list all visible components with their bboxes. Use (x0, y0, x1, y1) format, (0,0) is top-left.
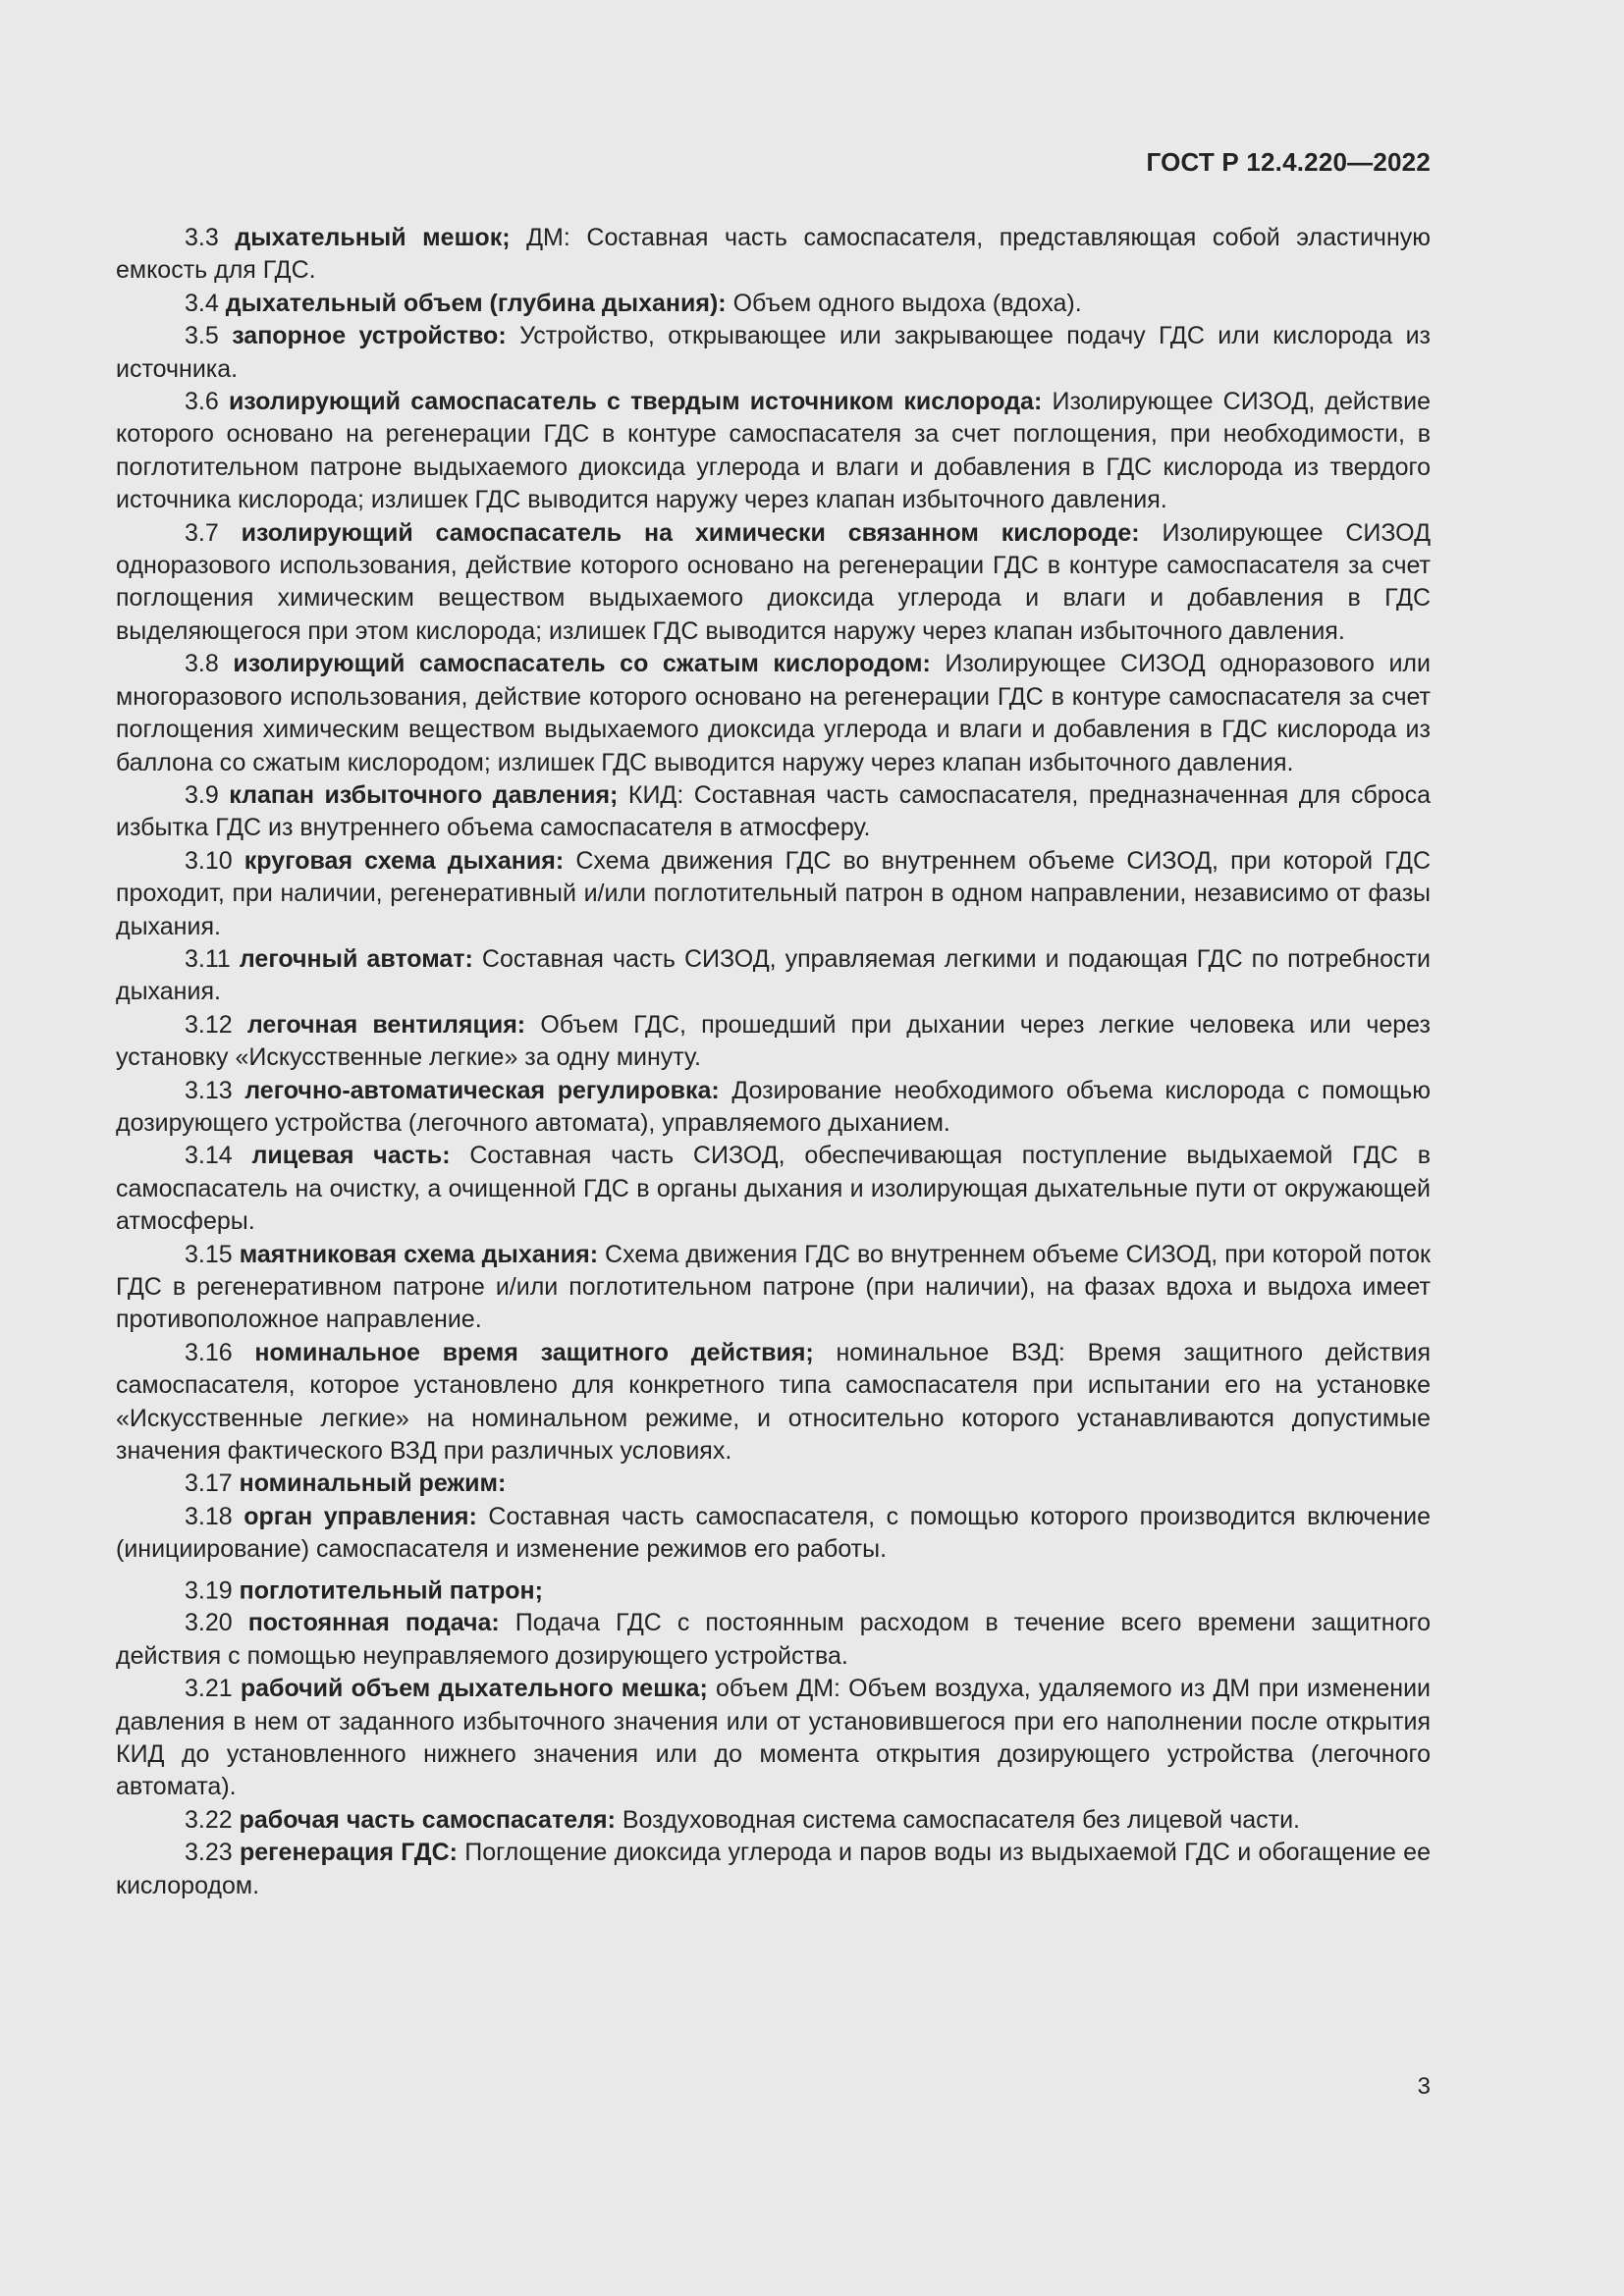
term-name: постоянная подача: (247, 1609, 500, 1637)
term-definition: Изолирующее СИЗОД одноразового использования, действие которого основано на регенерации ГДС в контуре самоспасателя за счет поглощения химическим веществом выдыхаемого диоксида углерода и влаги и добавления в ГДС выделяющегося при этом кислорода; излишек ГДС выводится наружу через клапан избыточного давления. (116, 518, 1431, 645)
term-definition: Изолирующее СИЗОД одноразового или многоразового использования, действие которого основано на регенерации ГДС в контуре самоспасателя за счет поглощения химическим веществом выдыхаемого диоксида углерода и влаги и добавления в ГДС кислорода из баллона со сжатым кислородом; излишек ГДС выводится наружу через клапан избыточного давления. (116, 650, 1431, 776)
term-definition: Составная часть СИЗОД, управляемая легкими и подающая ГДС по потребности дыхания. (116, 944, 1431, 1006)
document-header: ГОСТ Р 12.4.220—2022 (1146, 147, 1431, 177)
term-definition: Воздуховодная система самоспасателя без лицевой части. (622, 1805, 1300, 1834)
term-number: 3.8 (185, 650, 219, 678)
term-name: поглотительный патрон; (239, 1575, 543, 1604)
term-name: легочная вентиляция: (246, 1010, 526, 1039)
term-number: 3.4 (185, 289, 219, 317)
term-definition: Составная часть СИЗОД, обеспечивающая поступление выдыхаемой ГДС в самоспасатель на очистку, а очищенной ГДС в органы дыхания и изолирующая дыхательные пути от окружающей атмосферы. (116, 1142, 1431, 1236)
term-entry (116, 943, 1431, 1009)
term-number: 3.23 (185, 1839, 233, 1867)
term-entry (116, 845, 1431, 943)
term-number: 3.22 (185, 1805, 233, 1834)
term-entry (116, 1239, 1431, 1337)
term-entry (116, 222, 1431, 288)
term-definition: Объем ГДС, прошедший при дыхании через легкие человека или через установку «Искусственные легкие» за одну минуту. (116, 1010, 1431, 1072)
term-entry (116, 517, 1431, 649)
term-number: 3.10 (185, 846, 233, 875)
term-definition: объем ДМ: Объем воздуха, удаляемого из ДМ при изменении давления в нем от заданного избыточного значения или от установившегося при его наполнении после открытия КИД до установленного нижнего значения или до момента открытия дозирующего устройства (легочного автомата). (116, 1675, 1432, 1801)
term-name: изолирующий самоспасатель на химически связанном кислороде: (241, 518, 1140, 547)
page-number: 3 (1417, 2073, 1431, 2100)
term-name: лицевая часть: (251, 1142, 451, 1170)
term-number: 3.17 (185, 1469, 233, 1498)
term-number: 3.12 (185, 1010, 233, 1039)
term-entry (116, 288, 1431, 320)
term-number: 3.11 (185, 944, 231, 973)
term-number: 3.16 (185, 1338, 233, 1366)
term-definition: Поглощение диоксида углерода и паров воды из выдыхаемой ГДС и обогащение ее кислородом. (116, 1839, 1431, 1899)
term-entry (116, 1337, 1431, 1468)
term-name: изолирующий самоспасатель со сжатым кислородом: (233, 650, 931, 678)
term-name: легочный автомат: (239, 944, 473, 973)
term-definition: Схема движения ГДС во внутреннем объеме СИЗОД, при которой поток ГДС в регенеративном патроне и/или поглотительном патроне (при наличии), на фазах вдоха и выдоха имеет противоположное направление. (116, 1240, 1431, 1334)
term-definition: Схема движения ГДС во внутреннем объеме СИЗОД, при которой ГДС проходит, при наличии, регенеративный и/или поглотительный патрон в одном направлении, независимо от фазы дыхания. (116, 846, 1431, 940)
term-name: регенерация ГДС: (239, 1839, 458, 1867)
term-entry (116, 1607, 1431, 1673)
term-entry (116, 320, 1431, 386)
term-number: 3.14 (185, 1142, 233, 1170)
term-name: круговая схема дыхания: (244, 846, 565, 875)
term-name: дыхательный мешок; (235, 224, 511, 251)
term-definition: КИД: Составная часть самоспасателя, предназначенная для сброса избытка ГДС из внутреннего объема самоспасателя в атмосферу. (116, 780, 1431, 842)
term-entry (116, 1673, 1431, 1804)
term-definition: Подача ГДС с постоянным расходом в течение всего времени защитного действия с помощью неуправляемого дозирующего устройства. (116, 1609, 1431, 1670)
term-number: 3.3 (185, 224, 219, 251)
term-name: рабочий объем дыхательного мешка; (240, 1675, 708, 1703)
term-entry (116, 648, 1431, 779)
term-entry (116, 1140, 1431, 1238)
term-number: 3.6 (185, 388, 219, 416)
term-name: орган управления: (244, 1502, 477, 1530)
term-name: запорное устройство: (232, 322, 507, 350)
terms-list (116, 222, 1431, 1902)
term-entry (116, 386, 1431, 517)
term-entry (116, 1468, 1431, 1500)
term-name: изолирующий самоспасатель с твердым источником кислорода: (228, 388, 1043, 416)
term-number: 3.21 (185, 1675, 233, 1703)
term-definition: Устройство, открывающее или закрывающее подачу ГДС или кислорода из источника. (116, 322, 1432, 383)
term-entry (116, 1804, 1431, 1837)
term-entry (116, 1567, 1431, 1608)
term-entry (116, 779, 1431, 845)
term-definition: ДМ: Составная часть самоспасателя, представляющая собой эластичную емкость для ГДС. (116, 224, 1431, 285)
term-number: 3.18 (185, 1502, 233, 1530)
term-entry (116, 1501, 1431, 1567)
term-entry (116, 1075, 1431, 1141)
term-name: дыхательный объем (глубина дыхания): (225, 289, 727, 317)
term-definition: номинальное ВЗД: Время защитного действия самоспасателя, которое установлено для конкретного типа самоспасателя при испытании его на установке «Искусственные легкие» на номинальном режиме, и относительно которого устанавливаются допустимые значения фактического ВЗД при различных условиях. (116, 1338, 1432, 1466)
term-number: 3.15 (185, 1240, 233, 1268)
term-name: легочно-автоматическая регулировка: (244, 1076, 720, 1104)
term-definition: Объем одного выдоха (вдоха). (732, 289, 1082, 317)
term-entry (116, 1009, 1431, 1075)
term-number: 3.9 (185, 780, 219, 809)
term-entry (116, 1837, 1431, 1902)
term-number: 3.19 (185, 1575, 233, 1604)
term-number: 3.20 (185, 1609, 233, 1637)
term-name: рабочая часть самоспасателя: (239, 1805, 616, 1834)
term-name: номинальный режим: (239, 1469, 507, 1498)
term-definition: Дозирование необходимого объема кислорода с помощью дозирующего устройства (легочного автомата), управляемого дыханием. (116, 1076, 1431, 1137)
term-number: 3.7 (185, 518, 219, 547)
term-number: 3.5 (185, 322, 219, 350)
term-definition: Составная часть самоспасателя, с помощью которого производится включение (инициирование) самоспасателя и изменение режимов его работы. (116, 1502, 1431, 1564)
term-definition: Изолирующее СИЗОД, действие которого основано на регенерации ГДС в контуре самоспасателя за счет поглощения, при необходимости, в поглотительном патроне выдыхаемого диоксида углерода и влаги и добавления в ГДС кислорода из твердого источника кислорода; излишек ГДС выводится наружу через клапан избыточного давления. (116, 388, 1431, 514)
term-name: номинальное время защитного действия; (254, 1338, 814, 1366)
term-number: 3.13 (185, 1076, 233, 1104)
term-name: маятниковая схема дыхания: (239, 1240, 599, 1268)
term-name: клапан избыточного давления; (229, 780, 619, 809)
